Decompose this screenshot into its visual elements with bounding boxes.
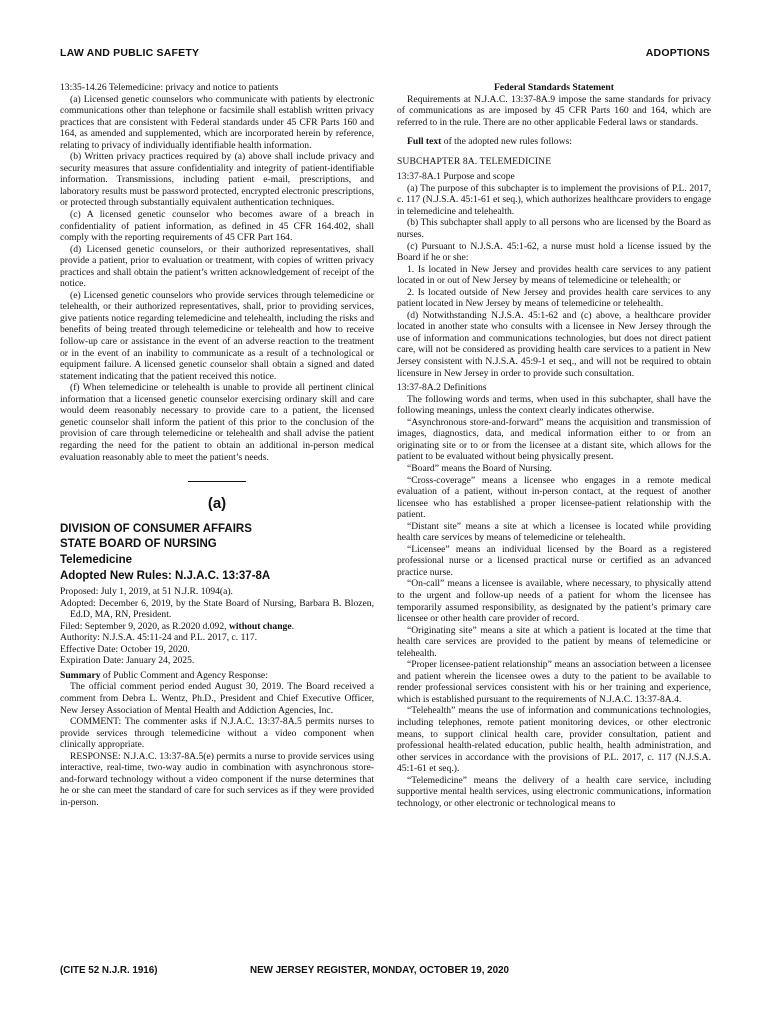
definition-originating-site: “Originating site” means a site at which a patient is located at the time that health care services are provided to the patient by means of telemedicine or telehealth. — [397, 624, 711, 659]
purpose-b: (b) This subchapter shall apply to all persons who are licensed by the Board as nurses. — [397, 217, 711, 241]
section-divider — [188, 481, 246, 482]
paragraph-d: (d) Licensed genetic counselors, or their authorized representatives, shall provide a patient, prior to evaluation or treatment, with copies of written privacy practices and shall obtain the patient’s written acknowledgement of receipt of the notice. — [60, 243, 374, 290]
filed-text: Filed: September 9, 2020, as R.2020 d.092, — [60, 620, 229, 632]
purpose-c: (c) Pursuant to N.J.S.A. 45:1-62, a nurse must hold a license issued by the Board if he or she: — [397, 240, 711, 264]
right-column — [397, 82, 711, 809]
full-text-rest: of the adopted new rules follows: — [441, 136, 572, 148]
full-text-bold: Full text — [407, 136, 442, 148]
filed-line — [60, 621, 374, 633]
definition-cross-coverage: “Cross-coverage” means a licensee who engages in a remote medical evaluation of a patient, without in-person contact, at the request of another licensee who has established a proper licensee-patient relationship with the patient. — [397, 474, 711, 521]
effective-date-line: Effective Date: October 19, 2020. — [60, 643, 190, 655]
left-column — [60, 82, 374, 808]
item-marker: (a) — [207, 495, 227, 513]
running-header-category: ADOPTIONS — [645, 47, 710, 59]
topic-heading: Telemedicine — [60, 554, 133, 567]
federal-standards-heading: Federal Standards Statement — [494, 82, 614, 93]
summary-heading — [60, 670, 374, 682]
summary-bold: Summary — [60, 669, 101, 681]
definition-board: “Board” means the Board of Nursing. — [407, 462, 552, 474]
filed-suffix: . — [291, 620, 294, 632]
comment-paragraph: COMMENT: The commenter asks if N.J.A.C. 13:37-8A.5 permits nurses to provide services through telemedicine without a video component when clinically appropriate. — [60, 716, 374, 751]
federal-standards-paragraph: Requirements at N.J.A.C. 13:37-8A.9 impose the same standards for privacy of communications as are imposed by 45 CFR Parts 160 and 164, which are referred to in the rule. There are no other applicable Federal laws or standards. — [397, 93, 711, 128]
response-paragraph: RESPONSE: N.J.A.C. 13:37-8A.5(e) permits a nurse to provide services using interactive, real-time, two-way audio in combination with asynchronous store-and-forward technology without a video component if the nurse determines that he or she can meet the standard of care for such services as if they were provided in-person. — [60, 750, 374, 808]
page-citation: (CITE 52 N.J.R. 1916) — [60, 965, 158, 976]
purpose-c-1: 1. Is located in New Jersey and provides health care services to any patient located in or out of New Jersey by means of telemedicine or telehealth; or — [397, 263, 711, 287]
definition-telemedicine: “Telemedicine” means the delivery of a health care service, including supportive mental health services, using electronic communications, information technology, or other electronic or technological means to — [397, 774, 711, 809]
paragraph-c: (c) A licensed genetic counselor who becomes aware of a breach in confidentiality of patient information, as defined in 45 CFR 164.402, shall comply with the reporting requirements of 45 CFR Part 164. — [60, 209, 374, 244]
full-text-line — [397, 136, 711, 148]
division-heading: DIVISION OF CONSUMER AFFAIRS — [60, 523, 252, 536]
section-heading-8a-2: 13:37-8A.2 Definitions — [397, 382, 487, 394]
proposed-line: Proposed: July 1, 2019, at 51 N.J.R. 1094(a). — [60, 586, 233, 598]
paragraph-f: (f) When telemedicine or telehealth is unable to provide all pertinent clinical information that a licensed genetic counselor exercising ordinary skill and care would deem reasonably necessary to provide care to a patient, the licensed genetic counselor shall inform the patient of this prior to the conclusion of the provision of care through telemedicine or telehealth and shall advise the patient regarding the need for the patient to obtain an additional in-person medical evaluation reasonably able to meet the patient’s needs. — [60, 382, 374, 463]
purpose-d: (d) Notwithstanding N.J.S.A. 45:1-62 and (c) above, a healthcare provider located in another state who consults with a licensee in New Jersey through the use of information and communications technologies, but does not direct patient care, will not be considered as providing health care services to a patient in New Jersey consistent with N.J.S.A. 45:9-1 et seq., and will not be required to obtain licensure in New Jersey in order to provide such consultation. — [397, 309, 711, 379]
adopted-line: Adopted: December 6, 2019, by the State Board of Nursing, Barbara B. Blozen, Ed.D, MA, RN, President. — [60, 597, 374, 621]
comment-period-paragraph: The official comment period ended August 30, 2019. The Board received a comment from Debra L. Wentz, Ph.D., President and Chief Executive Officer, New Jersey Association of Mental Health and Addiction Agencies, Inc. — [60, 681, 374, 716]
paragraph-b: (b) Written privacy practices required by (a) above shall include privacy and security measures that assure confidentiality and integrity of patient-identifiable information. Transmissions, including patient e-mail, prescriptions, and laboratory results must be password protected, encrypted electronic prescriptions, or protected through substantially equivalent authentication techniques. — [60, 151, 374, 209]
definition-asynchronous: “Asynchronous store-and-forward” means the acquisition and transmission of images, diagnostics, data, and medical information either to or from an originating site or to or from the licensee at a distant site, which allows for the patient to be evaluated without being physically present. — [397, 416, 711, 463]
purpose-a: (a) The purpose of this subchapter is to implement the provisions of P.L. 2017, c. 117 (N.J.S.A. 45:1-61 et seq.), which authorizes healthcare providers to engage in telemedicine and telehealth. — [397, 182, 711, 217]
definition-distant-site: “Distant site” means a site at which a licensee is located while providing health care services by means of telemedicine or telehealth. — [397, 520, 711, 544]
paragraph-a: (a) Licensed genetic counselors who communicate with patients by electronic communications other than telephone or facsimile shall establish written privacy practices that are consistent with Federal standards under 45 CFR Parts 160 and 164, as amended and supplemented, which are incorporated herein by reference, relating to privacy of individually identifiable health information. — [60, 93, 374, 151]
board-heading: STATE BOARD OF NURSING — [60, 538, 217, 551]
section-heading-13-35-14-26: 13:35-14.26 Telemedicine: privacy and notice to patients — [60, 82, 279, 93]
definition-telehealth: “Telehealth” means the use of information and communications technologies, including telephones, remote patient monitoring devices, or other electronic means, to support clinical health care, provider consultation, patient and professional health-related education, public health, health administration, and other services in accordance with the provisions of P.L. 2017, c. 117 (N.J.S.A. 45:1-61 et seq.). — [397, 705, 711, 775]
definitions-intro: The following words and terms, when used in this subchapter, shall have the following meanings, unless the context clearly indicates otherwise. — [397, 393, 711, 417]
purpose-c-2: 2. Is located outside of New Jersey and provides health care services to any patient located in New Jersey by means of telemedicine or telehealth. — [397, 286, 711, 310]
filed-emphasis: without change — [228, 620, 292, 632]
authority-line: Authority: N.J.S.A. 45:11-24 and P.L. 2017, c. 117. — [60, 632, 258, 644]
paragraph-e: (e) Licensed genetic counselors who provide services through telemedicine or telehealth, or their authorized representatives, shall, prior to providing services, give patients notice regarding telemedicine and telehealth, including the risks and benefits of being treated through telemedicine or telehealth and how to receive follow-up care or assistance in the event of an adverse reaction to the treatment or in the event of an inability to communicate as a result of a technological or equipment failure. A licensed genetic counselor shall obtain a signed and dated statement indicating that the patient received this notice. — [60, 289, 374, 382]
definition-licensee: “Licensee” means an individual licensed by the Board as a registered professional nurse or a licensed practical nurse or certified as an advanced practice nurse. — [397, 543, 711, 578]
definition-proper-relationship: “Proper licensee-patient relationship” means an association between a licensee and patient wherein the licensee owes a duty to the patient to be available to render professional services consistent with his or her training and experience, which is established pursuant to the requirements of N.J.A.C. 13:37-8A.4. — [397, 659, 711, 705]
register-issue-line: NEW JERSEY REGISTER, MONDAY, OCTOBER 19, 2020 — [250, 965, 509, 976]
running-header-section: LAW AND PUBLIC SAFETY — [60, 47, 200, 59]
section-heading-8a-1: 13:37-8A.1 Purpose and scope — [397, 171, 515, 183]
expiration-date-line: Expiration Date: January 24, 2025. — [60, 655, 195, 667]
adopted-rules-heading: Adopted New Rules: N.J.A.C. 13:37-8A — [60, 570, 271, 583]
summary-rest: of Public Comment and Agency Response: — [100, 669, 268, 681]
subchapter-heading: SUBCHAPTER 8A. TELEMEDICINE — [397, 155, 552, 167]
definition-on-call: “On-call” means a licensee is available, where necessary, to physically attend to the urgent and follow-up needs of a patient for whom the licensee has temporarily assumed responsibility, as designated by the patient’s primary care licensee or other health care provider of record. — [397, 578, 711, 625]
